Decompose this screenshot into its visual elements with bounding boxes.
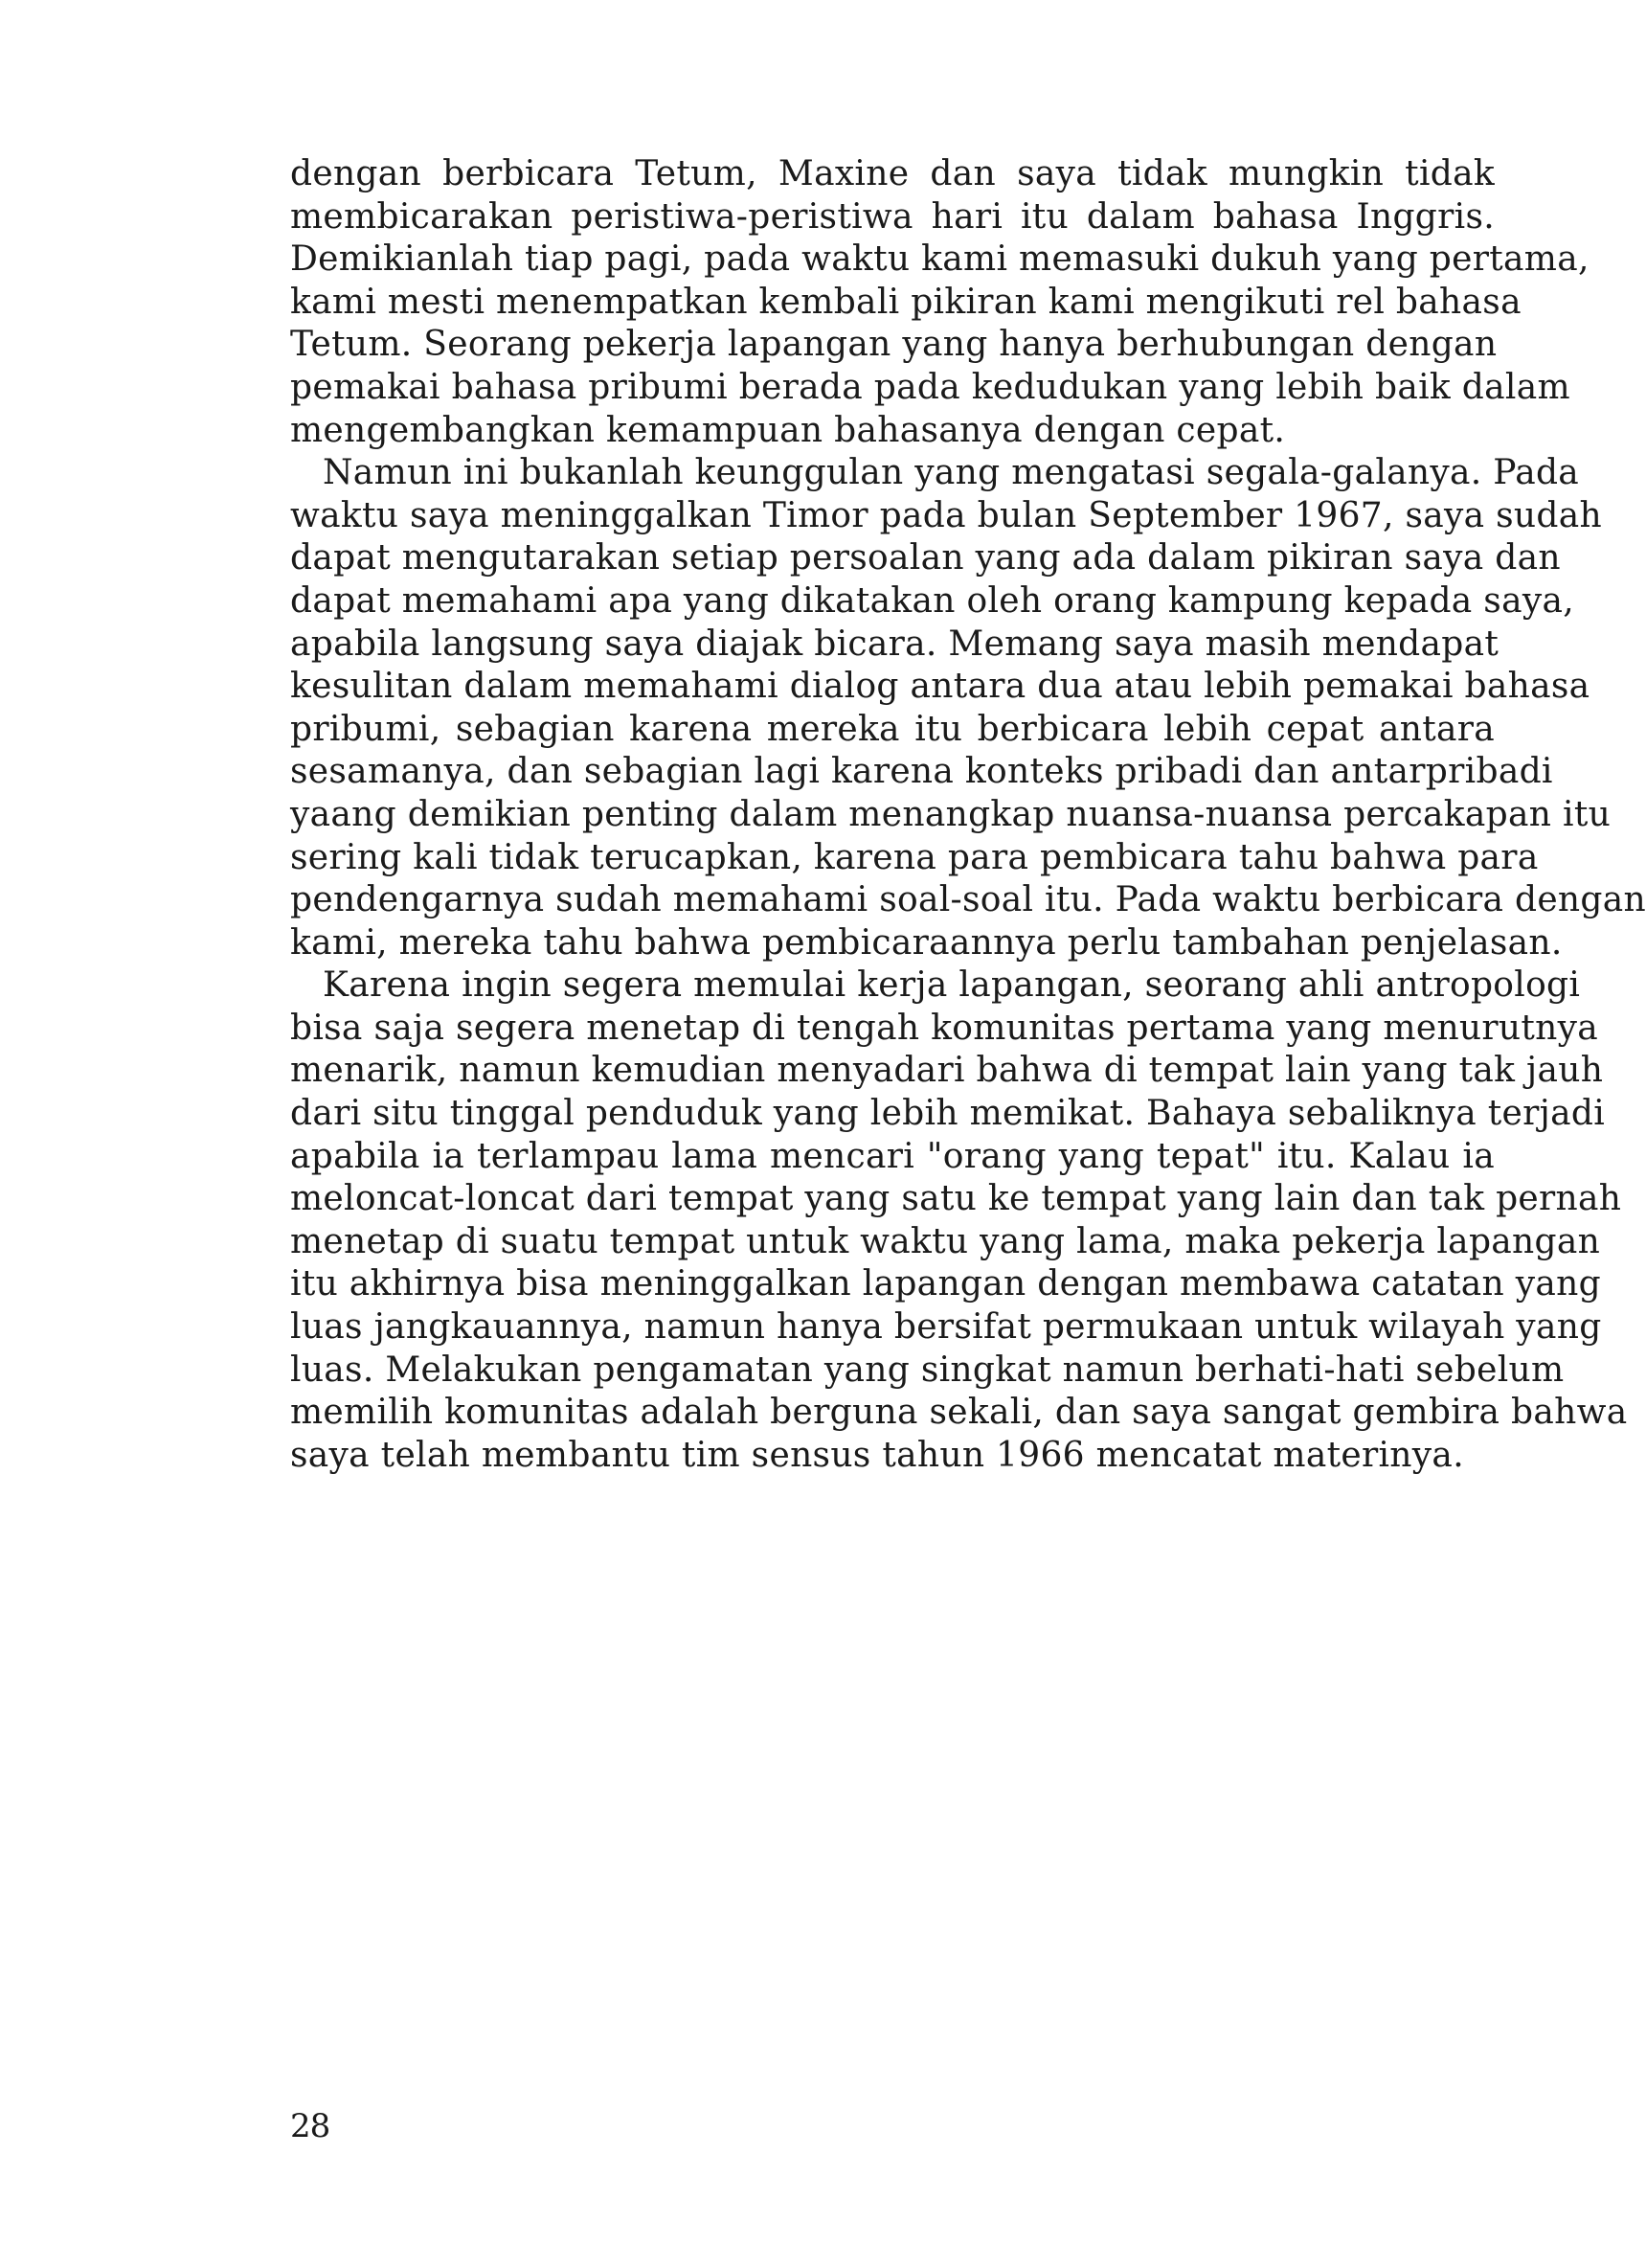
text-line: dengan berbicara Tetum, Maxine dan saya tidak mungkin tidak [290, 154, 1495, 193]
text-line: Demikianlah tiap pagi, pada waktu kami memasuki dukuh yang pertama, [290, 239, 1590, 280]
text-line: sering kali tidak terucapkan, karena para pembicara tahu bahwa para [290, 837, 1539, 877]
text-line: kami, mereka tahu bahwa pembicaraannya perlu tambahan penjelasan. [290, 922, 1563, 963]
text-line: apabila langsung saya diajak bicara. Memang saya masih mendapat [290, 624, 1499, 664]
text-line: dapat memahami apa yang dikatakan oleh orang kampung kepada saya, [290, 580, 1574, 621]
text-line: saya telah membantu tim sensus tahun 1966 mencatat materinya. [290, 1435, 1464, 1475]
text-line: dari situ tinggal penduduk yang lebih memikat. Bahaya sebaliknya terjadi [290, 1094, 1606, 1134]
body-text [290, 153, 1646, 1477]
text-line: kesulitan dalam memahami dialog antara dua atau lebih pemakai bahasa [290, 667, 1590, 707]
text-line: sesamanya, dan sebagian lagi karena konteks pribadi dan antarpribadi [290, 752, 1553, 792]
text-line: Namun ini bukanlah keunggulan yang mengatasi segala-galanya. Pada [323, 453, 1580, 493]
text-line: meloncat-loncat dari tempat yang satu ke tempat yang lain dan tak pernah [290, 1179, 1622, 1219]
paragraph-1 [290, 153, 1590, 452]
text-line: pribumi, sebagian karena mereka itu berbicara lebih cepat antara [290, 709, 1495, 749]
text-line: kami mesti menempatkan kembali pikiran kami mengikuti rel bahasa [290, 282, 1522, 322]
paragraph-2 [290, 452, 1646, 964]
text-line: dapat mengutarakan setiap persoalan yang ada dalam pikiran saya dan [290, 538, 1561, 578]
text-line: apabila ia terlampau lama mencari "orang yang tepat" itu. Kalau ia [290, 1136, 1495, 1176]
text-line: menetap di suatu tempat untuk waktu yang lama, maka pekerja lapangan [290, 1221, 1601, 1261]
text-line: Karena ingin segera memulai kerja lapangan, seorang ahli antropologi [323, 965, 1581, 1006]
text-line: itu akhirnya bisa meninggalkan lapangan dengan membawa catatan yang [290, 1264, 1601, 1304]
text-line: luas. Melakukan pengamatan yang singkat namun berhati-hati sebelum [290, 1349, 1565, 1390]
text-line: bisa saja segera menetap di tengah komunitas pertama yang menurutnya [290, 1008, 1599, 1048]
text-line: pendengarnya sudah memahami soal-soal itu. Pada waktu berbicara dengan [290, 880, 1646, 920]
text-line: pemakai bahasa pribumi berada pada kedudukan yang lebih baik dalam [290, 367, 1570, 407]
page-number: 28 [290, 2107, 330, 2145]
text-line: waktu saya meninggalkan Timor pada bulan September 1967, saya sudah [290, 495, 1603, 535]
text-line: yaang demikian penting dalam menangkap nuansa-nuansa percakapan itu [290, 794, 1612, 834]
text-line: membicarakan peristiwa-peristiwa hari itu dalam bahasa Inggris. [290, 196, 1495, 237]
text-line: menarik, namun kemudian menyadari bahwa di tempat lain yang tak jauh [290, 1051, 1604, 1091]
paragraph-3 [290, 964, 1628, 1477]
text-line: luas jangkauannya, namun hanya bersifat permukaan untuk wilayah yang [290, 1307, 1602, 1348]
text-line: Tetum. Seorang pekerja lapangan yang hanya berhubungan dengan [290, 325, 1498, 365]
text-line: memilih komunitas adalah berguna sekali, dan saya sangat gembira bahwa [290, 1393, 1628, 1433]
text-line: mengembangkan kemampuan bahasanya dengan cepat. [290, 410, 1286, 450]
